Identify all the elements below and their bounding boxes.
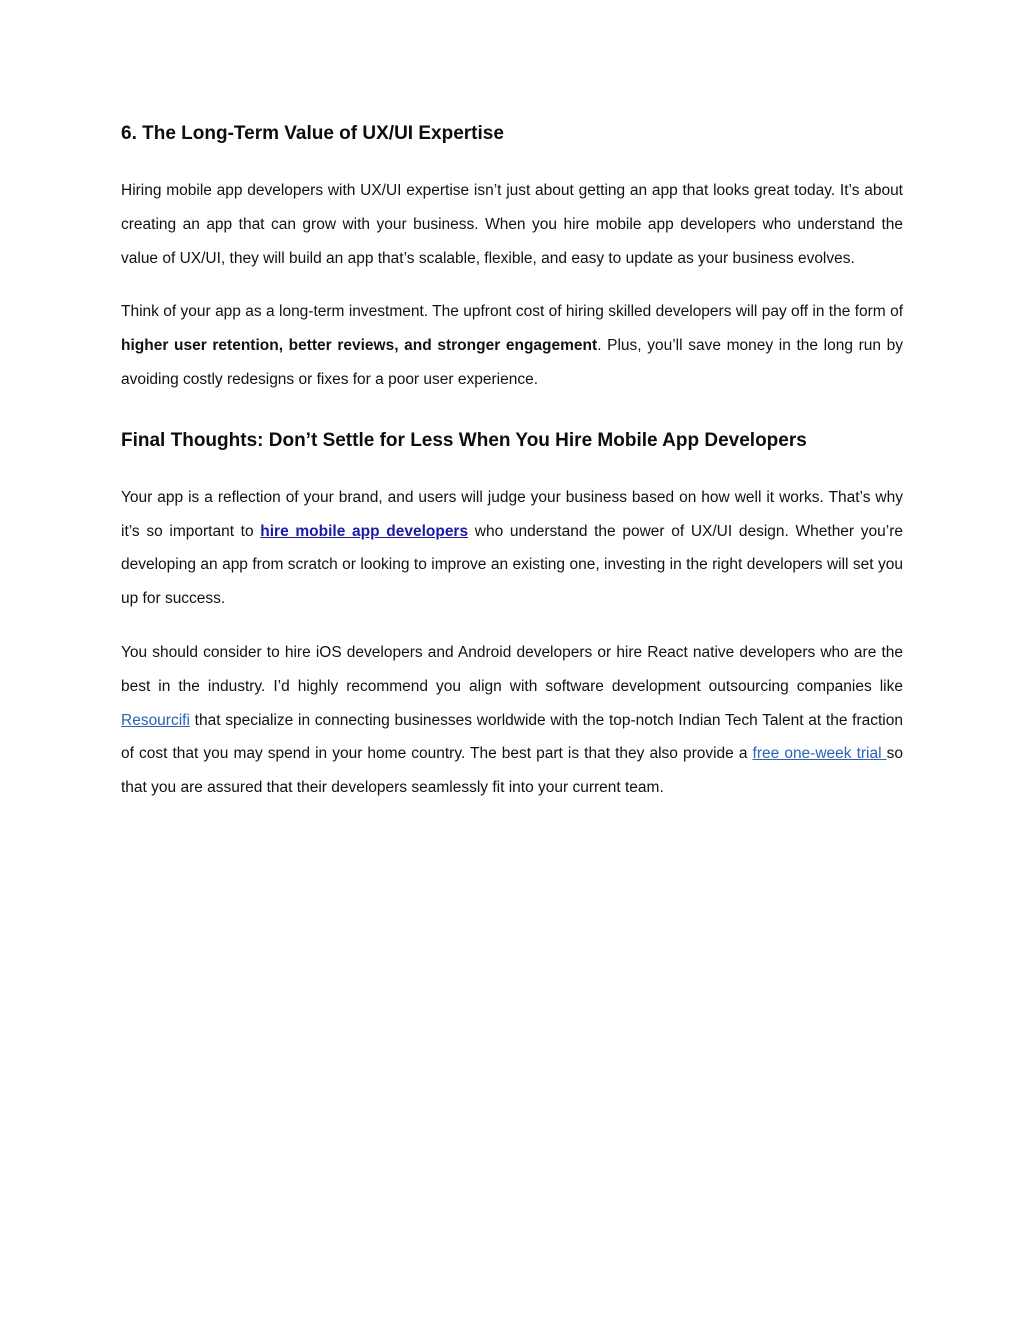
link-resourcifi[interactable]: Resourcifi [121,711,190,729]
paragraph-text: . Plus, you’ll save money in the long run by avoiding costly redesigns or fixes for a poor user experience. [121,337,903,388]
link-hire-mobile-app-developers[interactable]: hire mobile app developers [260,522,469,540]
paragraph-text: who understand the power of UX/UI design. Whether you’re developing an app from scratch or looking to improve an existing one, investing in the right developers will set you up for success. [121,522,903,608]
paragraph-ux-ui-expertise [121,174,903,275]
paragraph-text: so that you are assured that their developers seamlessly fit into your current team. [121,745,903,797]
paragraph-text: Think of your app as a long-term investment. The upfront cost of hiring skilled developers will pay off in the form of [121,303,903,321]
paragraph-text: Your app is a reflection of your brand, and users will judge your business based on how well it works. That’s why it’s so important to [121,488,903,540]
section-heading-long-term-value: 6. The Long-Term Value of UX/UI Expertise [121,123,504,144]
document-content [121,118,903,805]
paragraph-long-term-investment [121,295,903,396]
link-free-one-week-trial[interactable]: free one-week trial [752,745,887,763]
paragraph-brand-reflection [121,481,903,616]
bold-emphasis: higher user retention, better reviews, and stronger engagement [121,337,598,355]
paragraph-text: You should consider to hire iOS developers and Android developers or hire React native developers who are the best in the industry. I’d highly recommend you align with software development outsourcing companies like [121,643,903,695]
paragraph-text: that specialize in connecting businesses worldwide with the top-notch Indian Tech Talent at the fraction of cost that you may spend in your home country. The best part is that they also provide a [121,711,903,763]
section-heading-final-thoughts: Final Thoughts: Don’t Settle for Less When You Hire Mobile App Developers [121,429,807,451]
paragraph-outsourcing-recommendation [121,636,903,805]
paragraph-text: Hiring mobile app developers with UX/UI expertise isn’t just about getting an app that looks great today. It’s about creating an app that can grow with your business. When you hire mobile app developers who understand the value of UX/UI, they will build an app that’s scalable, flexible, and easy to update as your business evolves. [121,182,903,267]
